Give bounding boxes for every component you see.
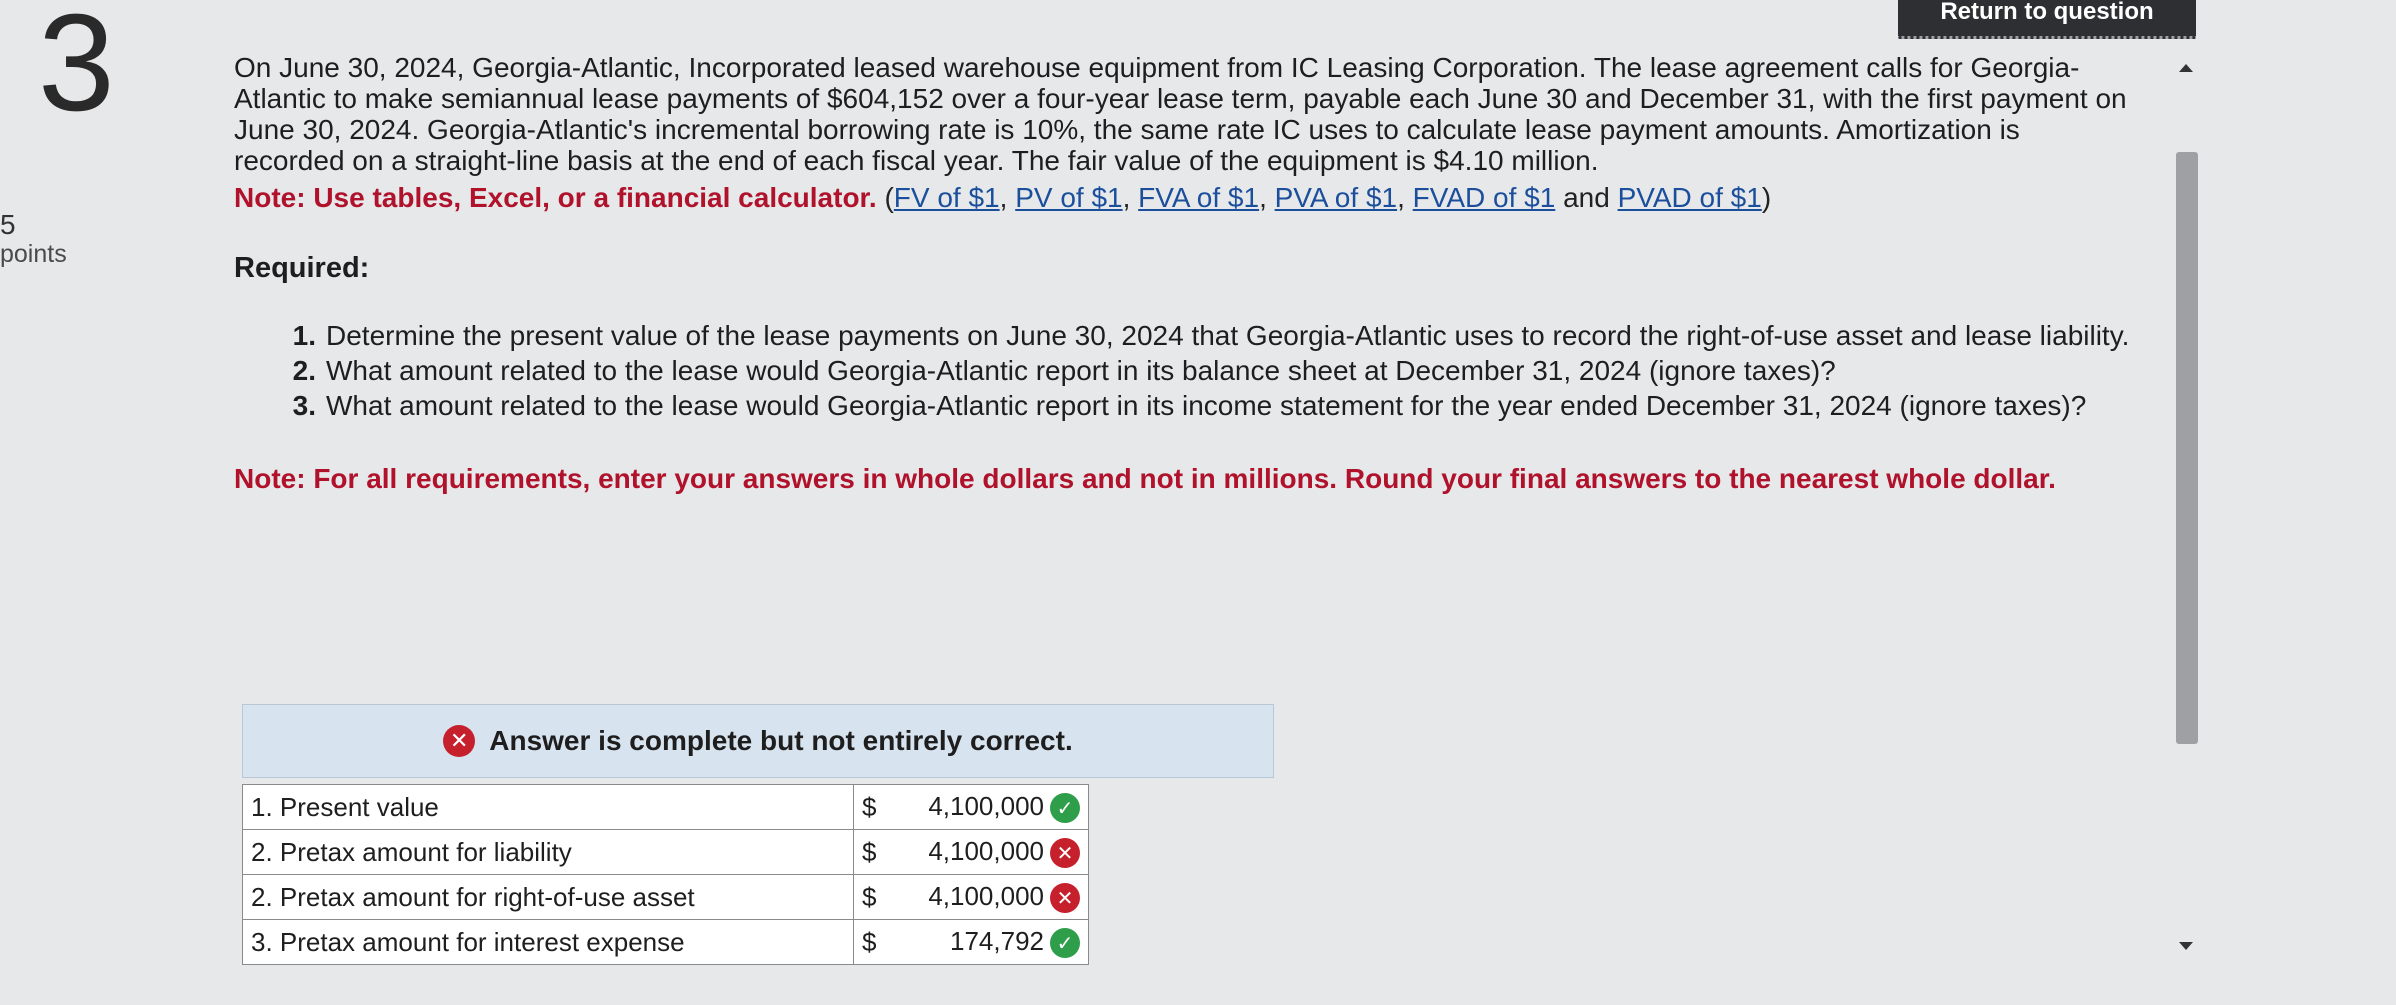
answer-value: 4,100,000 [928,790,1044,821]
answer-value: 174,792 [950,925,1044,956]
requirements-list [234,320,2134,421]
points-indicator [0,210,67,268]
rounding-note: Note: For all requirements, enter your answers in whole dollars and not in millions. Round your final answers to the nearest whole dollar. [234,463,2056,494]
answer-label: 2. Pretax amount for right-of-use asset [243,875,854,920]
and-word: and [1563,182,1610,213]
error-x-icon: ✕ [443,725,475,757]
table-row [243,920,1089,965]
link-fv-of-1[interactable]: FV of $1 [893,182,1000,213]
answer-label: 2. Pretax amount for liability [243,830,854,875]
requirement-text: What amount related to the lease would Georgia-Atlantic report in its balance sheet at December 31, 2024 (ignore taxes)? [326,355,1836,386]
currency-symbol: $ [854,875,893,920]
x-icon: ✕ [1050,838,1080,868]
answer-value-cell[interactable] [892,920,1089,965]
link-pv-of-1[interactable]: PV of $1 [1015,182,1123,213]
link-pva-of-1[interactable]: PVA of $1 [1274,182,1398,213]
answer-label: 3. Pretax amount for interest expense [243,920,854,965]
return-to-question-button[interactable]: Return to question [1898,0,2196,39]
requirement-item [234,390,2134,421]
points-label: points [0,239,67,268]
tables-note-prefix: Note: Use tables, Excel, or a financial calculator. [234,182,877,213]
answer-value-cell[interactable] [892,830,1089,875]
answer-table [242,784,1089,965]
answer-value: 4,100,000 [928,835,1044,866]
currency-symbol: $ [854,785,893,830]
requirement-text: Determine the present value of the lease payments on June 30, 2024 that Georgia-Atlantic uses to record the right-of-use asset and lease liability. [326,320,2130,351]
link-fva-of-1[interactable]: FVA of $1 [1138,182,1260,213]
vertical-scrollbar[interactable] [2174,52,2200,952]
answer-value-cell[interactable] [892,875,1089,920]
answer-value: 4,100,000 [928,880,1044,911]
points-value: 5 [0,209,16,240]
link-pvad-of-1[interactable]: PVAD of $1 [1617,182,1762,213]
feedback-text: Answer is complete but not entirely correct. [489,725,1073,756]
answer-feedback-banner [242,704,1274,778]
scroll-up-arrow-icon[interactable] [2179,64,2193,72]
x-icon: ✕ [1050,883,1080,913]
requirement-item [234,320,2134,351]
problem-text: On June 30, 2024, Georgia-Atlantic, Incorporated leased warehouse equipment from IC Leasing Corporation. The lease agreement calls for Georgia-Atlantic to make semiannual lease payments of $604,152 over a four-year lease term, payable each June 30 and December 31, with the first payment on June 30, 2024. Georgia-Atlantic's incremental borrowing rate is 10%, the same rate IC uses to calculate lease payment amounts. Amortization is recorded on a straight-line basis at the end of each fiscal year. The fair value of the equipment is $4.10 million. [234,52,2127,176]
table-row [243,785,1089,830]
table-row [243,830,1089,875]
requirement-number: 3. [292,390,316,421]
requirement-text: What amount related to the lease would Georgia-Atlantic report in its income statement for the year ended December 31, 2024 (ignore taxes)? [326,390,2087,421]
currency-symbol: $ [854,920,893,965]
required-heading: Required: [234,252,370,284]
requirement-number: 1. [292,320,316,351]
check-icon: ✓ [1050,928,1080,958]
scrollbar-thumb[interactable] [2176,152,2198,744]
table-row [243,875,1089,920]
link-fvad-of-1[interactable]: FVAD of $1 [1412,182,1556,213]
question-content [234,52,2134,497]
question-number: 3 [38,0,115,140]
tables-note: Note: Use tables, Excel, or a financial calculator. (FV of $1, PV of $1, FVA of $1, PVA of $1, FVAD of $1 and PVAD of $1) [234,182,1772,213]
scroll-down-arrow-icon[interactable] [2179,942,2193,950]
check-icon: ✓ [1050,793,1080,823]
requirement-item [234,355,2134,386]
answer-value-cell[interactable] [892,785,1089,830]
requirement-number: 2. [292,355,316,386]
answer-label: 1. Present value [243,785,854,830]
currency-symbol: $ [854,830,893,875]
